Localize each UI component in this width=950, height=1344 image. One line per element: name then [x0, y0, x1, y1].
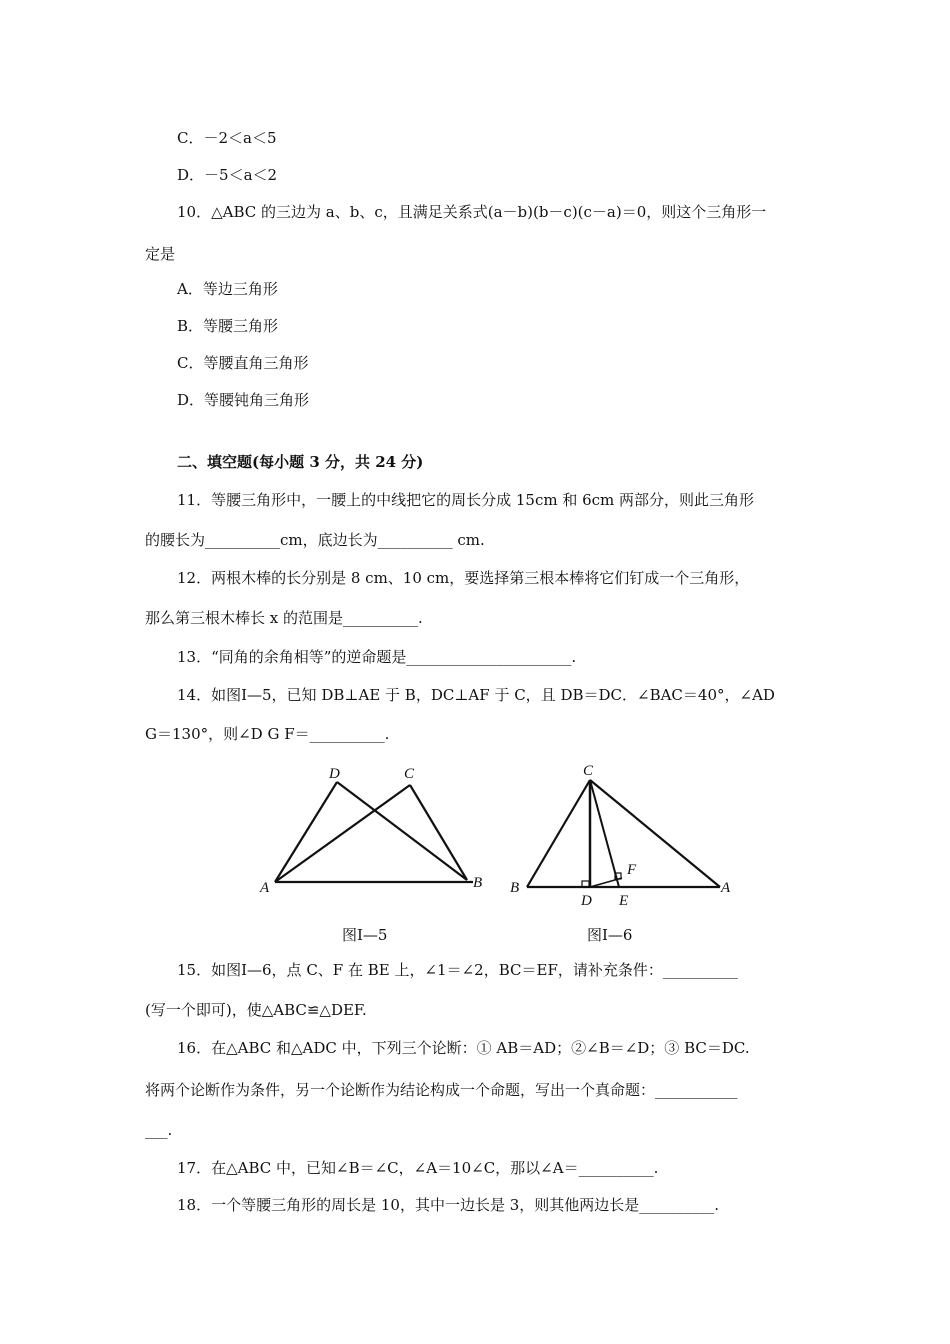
question-14: 14．如图Ⅰ—5，已知 DB⊥AE 于 B，DC⊥AF 于 C，且 DB＝DC．∠BAC＝40°，∠AD — [177, 686, 775, 704]
label-f: F — [627, 862, 637, 878]
question-12: 12．两根木棒的长分别是 8 cm、10 cm，要选择第三根本棒将它们钉成一个三角形， — [177, 569, 750, 587]
figure-5-caption: 图Ⅰ—5 — [342, 926, 388, 944]
option-b-q10: B．等腰三角形 — [177, 317, 279, 335]
figure-5-diagram — [255, 760, 495, 920]
label-b: B — [510, 880, 520, 896]
option-d-q9: D．－5＜a＜2 — [177, 166, 278, 184]
question-13: 13．“同角的余角相等”的逆命题是______________________. — [177, 648, 577, 666]
label-a: A — [260, 880, 270, 896]
label-c: C — [404, 766, 415, 782]
question-10-cont: 定是 — [145, 245, 176, 263]
option-c-q10: C．等腰直角三角形 — [177, 354, 309, 372]
label-a: A — [721, 880, 731, 896]
question-17: 17．在△ABC 中，已知∠B＝∠C，∠A＝10∠C，那以∠A＝__________. — [177, 1159, 659, 1177]
question-16-cont: 将两个论断作为条件，另一个论断作为结论构成一个命题，写出一个真命题：___________ — [145, 1081, 738, 1099]
option-a-q10: A．等边三角形 — [177, 280, 278, 298]
question-12-cont: 那么第三根木棒长 x 的范围是__________. — [145, 609, 423, 627]
question-18: 18．一个等腰三角形的周长是 10，其中一边长是 3，则其他两边长是__________. — [177, 1196, 720, 1214]
figure-6-caption: 图Ⅰ—6 — [587, 926, 633, 944]
question-10: 10．△ABC 的三边为 a、b、c，且满足关系式(a－b)(b－c)(c－a)＝0，则这个三角形一 — [177, 203, 767, 221]
question-11: 11．等腰三角形中，一腰上的中线把它的周长分成 15cm 和 6cm 两部分，则此三角形 — [177, 491, 755, 509]
question-11-cont: 的腰长为__________cm，底边长为__________ cm. — [145, 531, 485, 549]
section-heading: 二、填空题(每小题 3 分，共 24 分) — [177, 453, 424, 471]
question-16: 16．在△ABC 和△ADC 中，下列三个论断：① AB＝AD；②∠B＝∠D；③ BC＝DC. — [177, 1039, 750, 1057]
option-c-q9: C．－2＜a＜5 — [177, 129, 277, 147]
label-b: B — [473, 875, 483, 891]
question-15-cont: (写一个即可)，使△ABC≌△DEF. — [145, 1001, 367, 1019]
question-14-cont: G＝130°，则∠D G F＝__________. — [145, 725, 390, 743]
label-d: D — [329, 766, 340, 782]
figure-6-diagram — [505, 760, 740, 920]
option-d-q10: D．等腰钝角三角形 — [177, 391, 310, 409]
label-c: C — [583, 763, 594, 779]
label-e: E — [619, 893, 629, 909]
label-d: D — [581, 893, 592, 909]
question-15: 15．如图Ⅰ—6，点 C、F 在 BE 上，∠1＝∠2，BC＝EF，请补充条件：__________ — [177, 961, 738, 979]
question-16-cont2: ___. — [145, 1121, 173, 1139]
